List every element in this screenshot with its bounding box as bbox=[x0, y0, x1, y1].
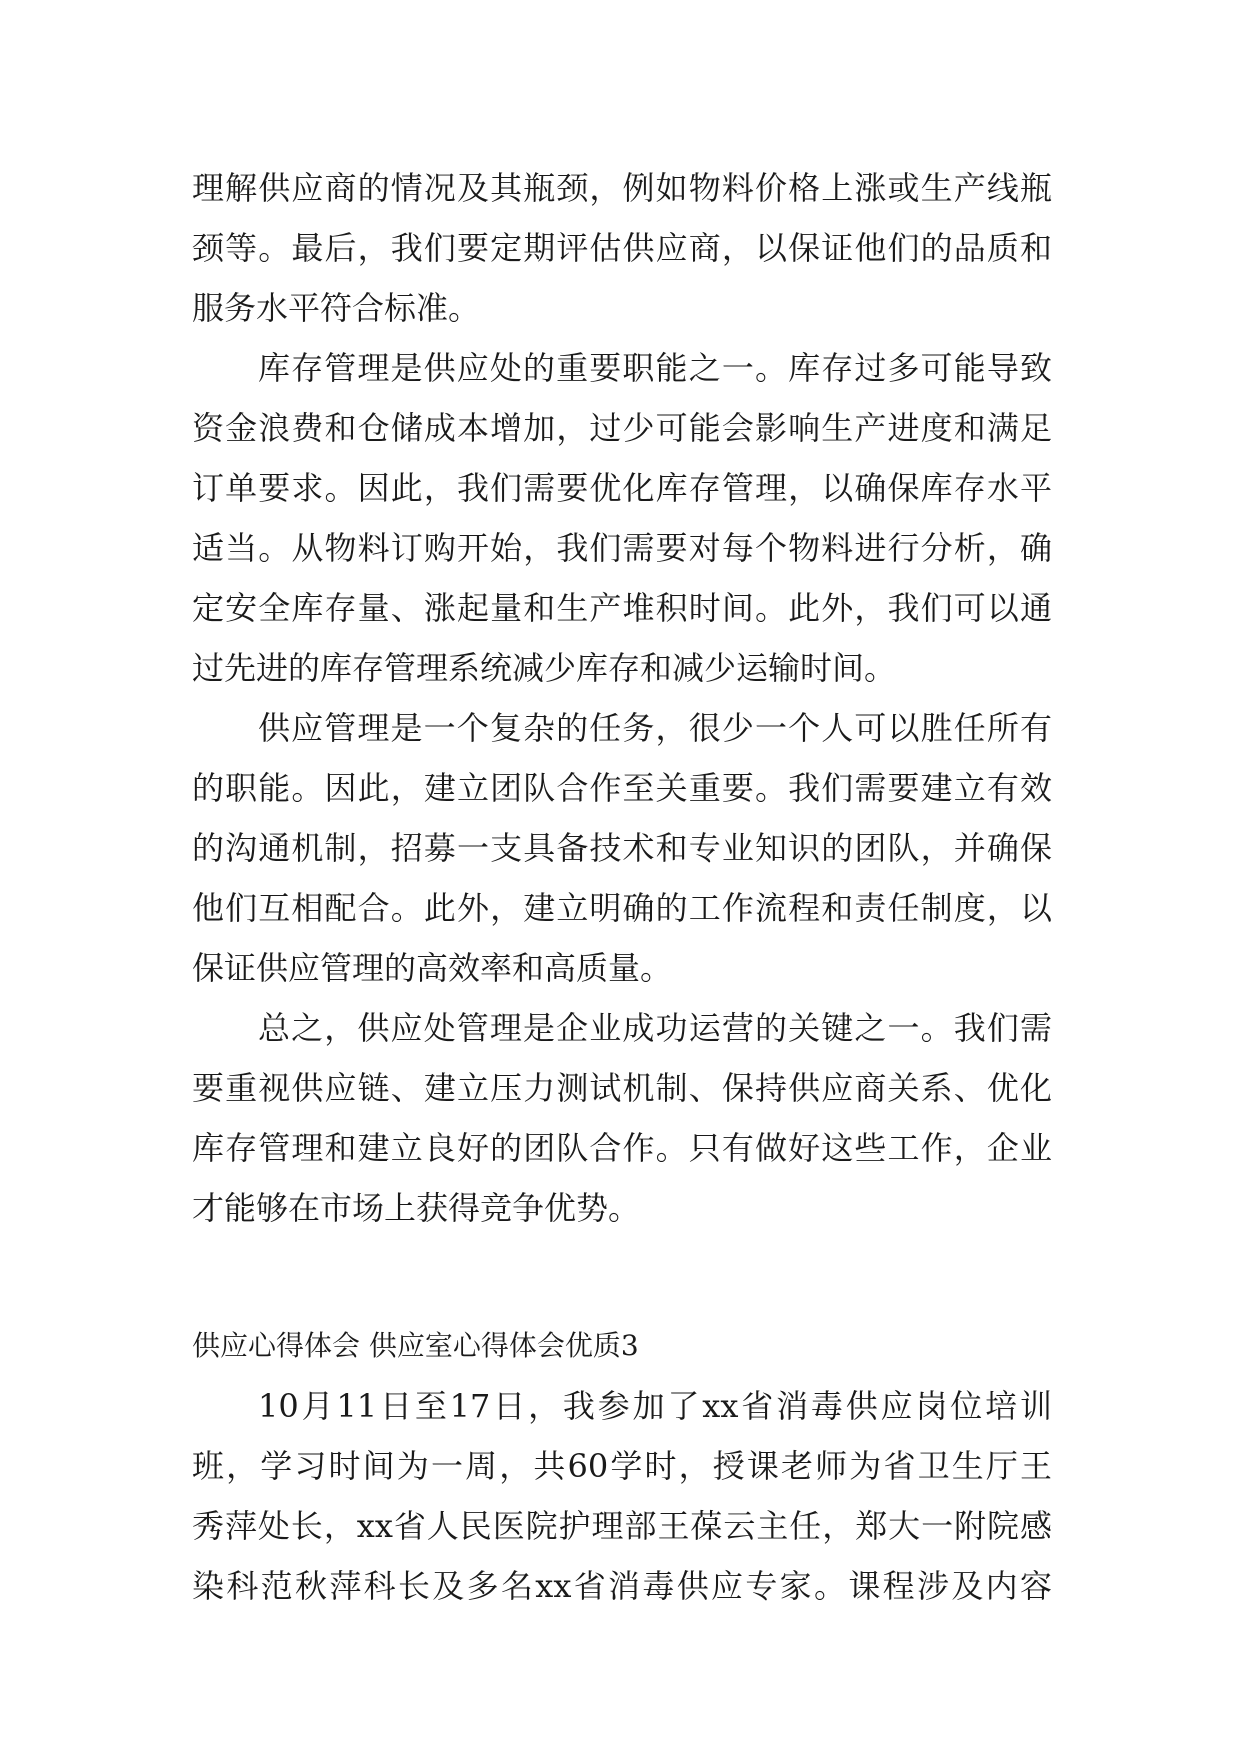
text-line: 他们互相配合。此外，建立明确的工作流程和责任制度，以 bbox=[192, 889, 1052, 927]
paragraph bbox=[192, 1376, 1052, 1616]
text-line: 过先进的库存管理系统减少库存和减少运输时间。 bbox=[192, 649, 897, 687]
document-body bbox=[192, 158, 1052, 1616]
text-line: 资金浪费和仓储成本增加，过少可能会影响生产进度和满足 bbox=[192, 409, 1052, 447]
paragraph bbox=[192, 338, 1052, 698]
paragraph bbox=[192, 698, 1052, 998]
text-line: 库存管理和建立良好的团队合作。只有做好这些工作，企业 bbox=[192, 1129, 1052, 1167]
text-line: 适当。从物料订购开始，我们需要对每个物料进行分析，确 bbox=[192, 529, 1052, 567]
section-spacer bbox=[192, 1238, 1052, 1316]
text-line: 总之，供应处管理是企业成功运营的关键之一。我们需 bbox=[258, 1009, 1052, 1047]
section-heading: 供应心得体会 供应室心得体会优质3 bbox=[192, 1329, 639, 1362]
text-line: 班，学习时间为一周，共60学时，授课老师为省卫生厅王 bbox=[192, 1447, 1052, 1485]
paragraph bbox=[192, 998, 1052, 1238]
text-line: 理解供应商的情况及其瓶颈，例如物料价格上涨或生产线瓶 bbox=[192, 169, 1052, 207]
text-line: 才能够在市场上获得竞争优势。 bbox=[192, 1189, 641, 1227]
text-line: 的沟通机制，招募一支具备技术和专业知识的团队，并确保 bbox=[192, 829, 1052, 867]
text-line: 供应管理是一个复杂的任务，很少一个人可以胜任所有 bbox=[258, 709, 1052, 747]
text-line: 定安全库存量、涨起量和生产堆积时间。此外，我们可以通 bbox=[192, 589, 1052, 627]
text-line: 10月11日至17日，我参加了xx省消毒供应岗位培训 bbox=[258, 1387, 1052, 1425]
text-line: 的职能。因此，建立团队合作至关重要。我们需要建立有效 bbox=[192, 769, 1052, 807]
text-line: 订单要求。因此，我们需要优化库存管理，以确保库存水平 bbox=[192, 469, 1052, 507]
paragraph bbox=[192, 158, 1052, 338]
text-line: 保证供应管理的高效率和高质量。 bbox=[192, 949, 673, 987]
text-line: 要重视供应链、建立压力测试机制、保持供应商关系、优化 bbox=[192, 1069, 1052, 1107]
text-line: 染科范秋萍科长及多名xx省消毒供应专家。课程涉及内容 bbox=[192, 1567, 1052, 1605]
text-line: 秀萍处长，xx省人民医院护理部王葆云主任，郑大一附院感 bbox=[192, 1507, 1052, 1545]
text-line: 颈等。最后，我们要定期评估供应商，以保证他们的品质和 bbox=[192, 229, 1052, 267]
text-line: 库存管理是供应处的重要职能之一。库存过多可能导致 bbox=[258, 349, 1052, 387]
text-line: 服务水平符合标准。 bbox=[192, 289, 481, 327]
